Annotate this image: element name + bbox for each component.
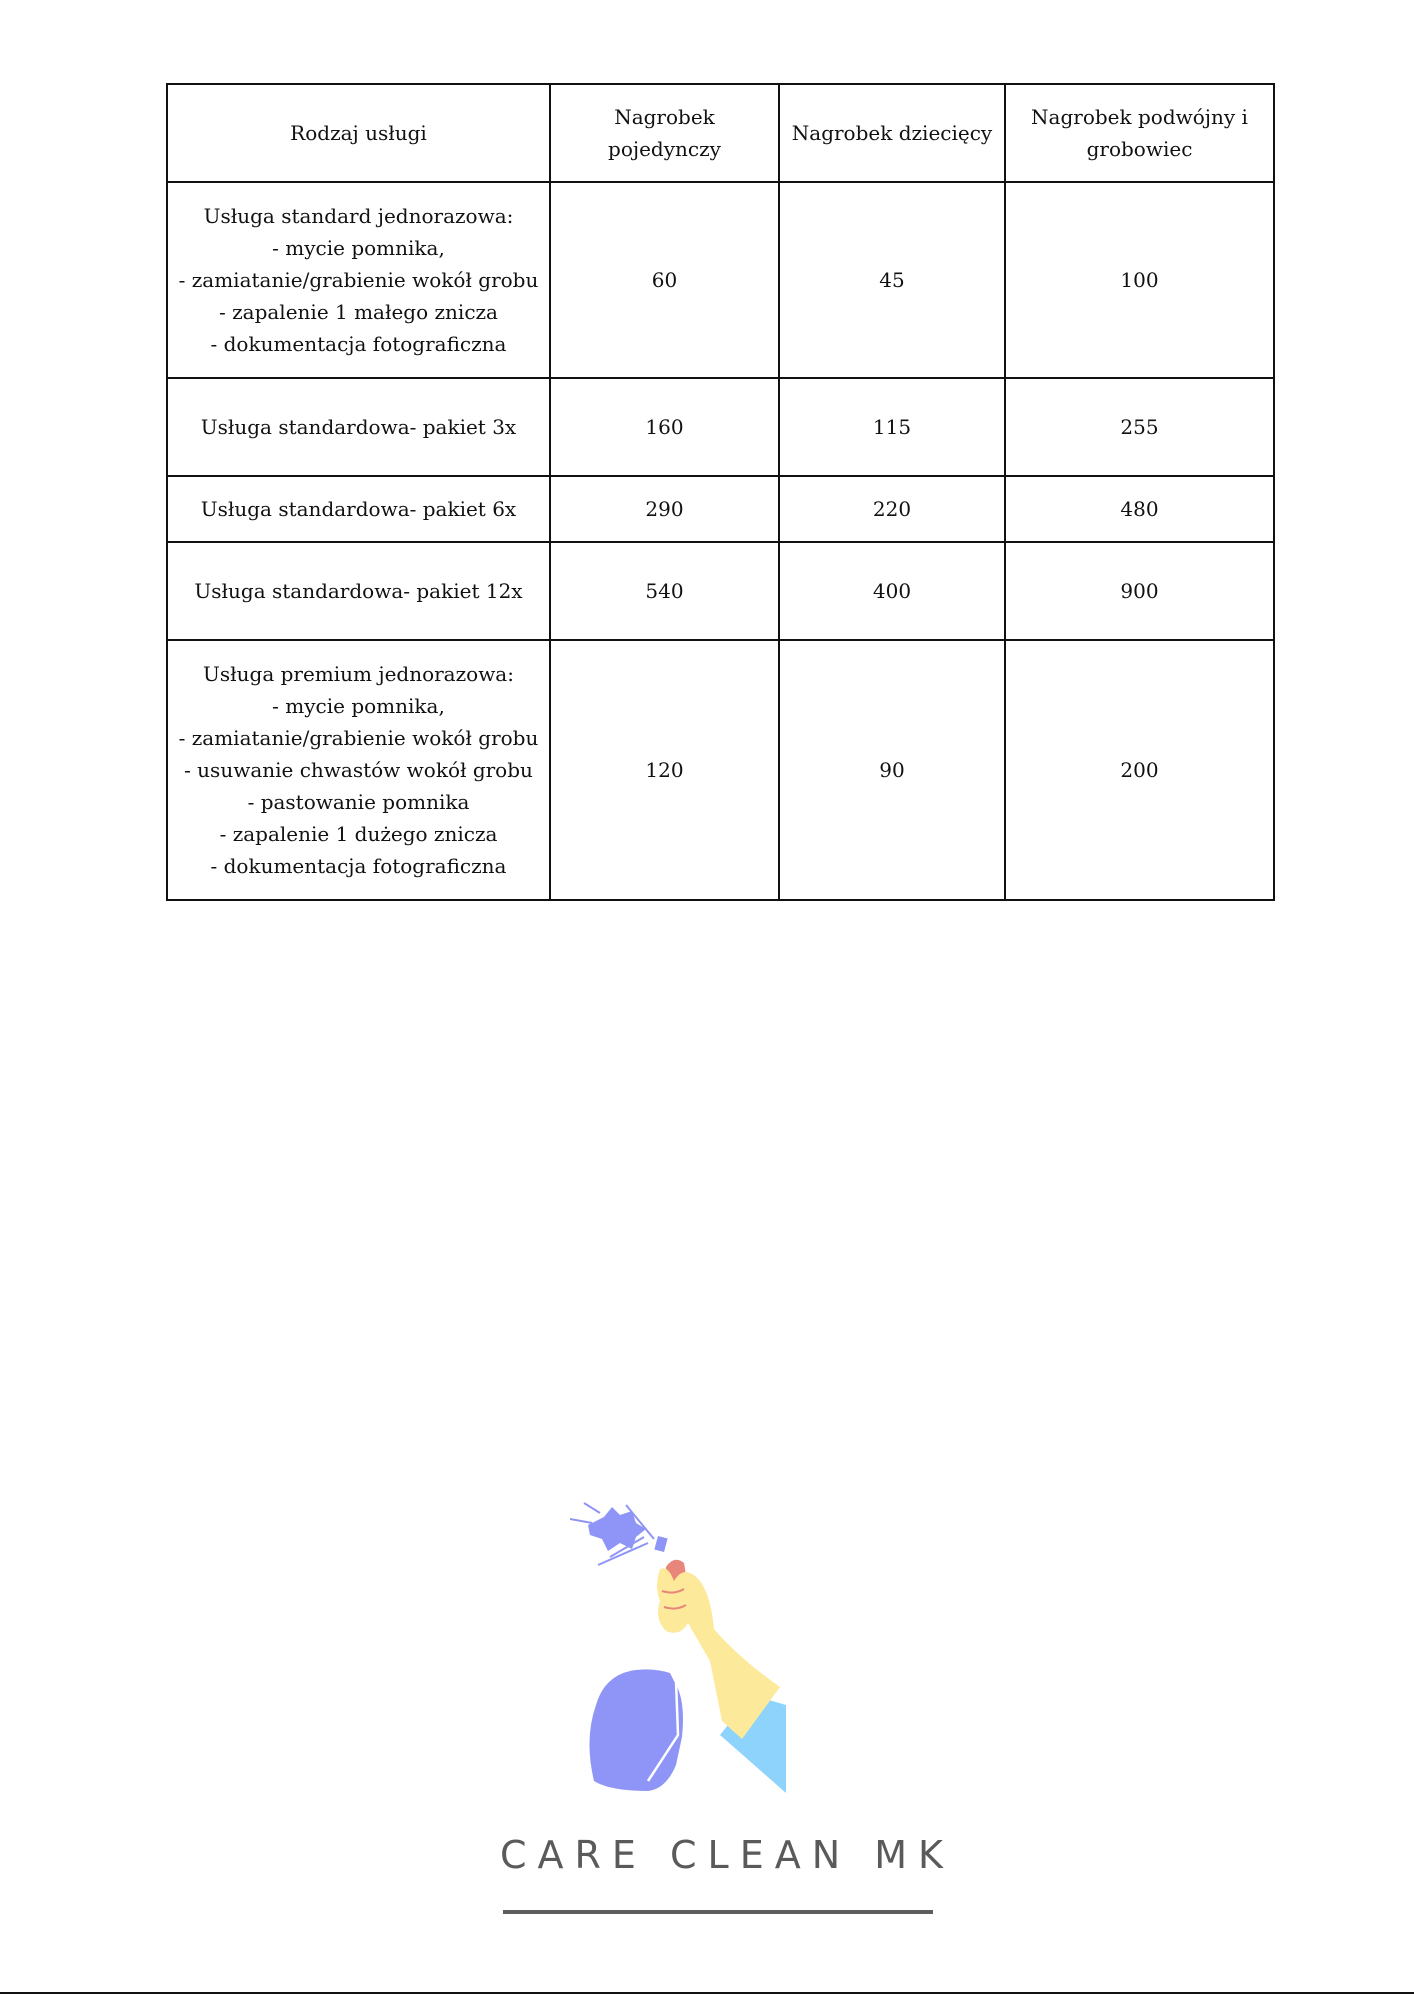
- service-line: - dokumentacja fotograficzna: [210, 332, 507, 356]
- service-line: Usługa premium jednorazowa:: [203, 662, 514, 686]
- service-line: - mycie pomnika,: [272, 236, 445, 260]
- header-child-grave: Nagrobek dziecięcy: [779, 84, 1005, 182]
- price-double: 200: [1005, 640, 1274, 900]
- spray-line: [570, 1519, 592, 1523]
- service-line: - usuwanie chwastów wokół grobu: [184, 758, 533, 782]
- service-line: Usługa standardowa- pakiet 12x: [194, 579, 523, 603]
- service-line: - zamiatanie/grabienie wokół grobu: [178, 726, 539, 750]
- brand-logo: [500, 1495, 954, 1925]
- table-row: [167, 476, 1274, 542]
- price-single: 120: [550, 640, 779, 900]
- price-double: 480: [1005, 476, 1274, 542]
- table-row: [167, 378, 1274, 476]
- service-cell: [167, 640, 550, 900]
- service-line: Usługa standardowa- pakiet 3x: [200, 415, 517, 439]
- brand-name: CARE CLEAN MK: [500, 1833, 954, 1877]
- price-child: 220: [779, 476, 1005, 542]
- header-single-grave: Nagrobek pojedynczy: [550, 84, 779, 182]
- table-row: [167, 640, 1274, 900]
- service-cell: [167, 476, 550, 542]
- price-single: 290: [550, 476, 779, 542]
- bottle-shape: [589, 1669, 683, 1791]
- price-child: 115: [779, 378, 1005, 476]
- table-row: [167, 182, 1274, 378]
- service-line: Usługa standard jednorazowa:: [203, 204, 514, 228]
- spray-bottle-hand-icon: [570, 1495, 850, 1795]
- header-service-type: Rodzaj usługi: [167, 84, 550, 182]
- spray-burst-shape: [588, 1507, 646, 1551]
- service-line: - zapalenie 1 dużego znicza: [219, 822, 498, 846]
- price-child: 90: [779, 640, 1005, 900]
- price-double: 900: [1005, 542, 1274, 640]
- price-double: 100: [1005, 182, 1274, 378]
- nozzle-tip-shape: [654, 1536, 667, 1552]
- spray-line: [584, 1503, 600, 1513]
- price-single: 540: [550, 542, 779, 640]
- price-child: 400: [779, 542, 1005, 640]
- service-cell: [167, 378, 550, 476]
- header-double-grave: Nagrobek podwójny i grobowiec: [1005, 84, 1274, 182]
- service-line: Usługa standardowa- pakiet 6x: [200, 497, 517, 521]
- table-row: [167, 542, 1274, 640]
- service-line: - zapalenie 1 małego znicza: [219, 300, 498, 324]
- service-line: - mycie pomnika,: [272, 694, 445, 718]
- service-cell: [167, 542, 550, 640]
- service-line: - zamiatanie/grabienie wokół grobu: [178, 268, 539, 292]
- service-line: - pastowanie pomnika: [247, 790, 470, 814]
- price-table: [166, 83, 1275, 901]
- price-double: 255: [1005, 378, 1274, 476]
- brand-underline: [503, 1910, 933, 1914]
- service-cell: [167, 182, 550, 378]
- price-single: 60: [550, 182, 779, 378]
- spray-line: [598, 1543, 648, 1565]
- price-single: 160: [550, 378, 779, 476]
- page-bottom-rule: [0, 1992, 1414, 1994]
- price-child: 45: [779, 182, 1005, 378]
- table-header-row: [167, 84, 1274, 182]
- service-line: - dokumentacja fotograficzna: [210, 854, 507, 878]
